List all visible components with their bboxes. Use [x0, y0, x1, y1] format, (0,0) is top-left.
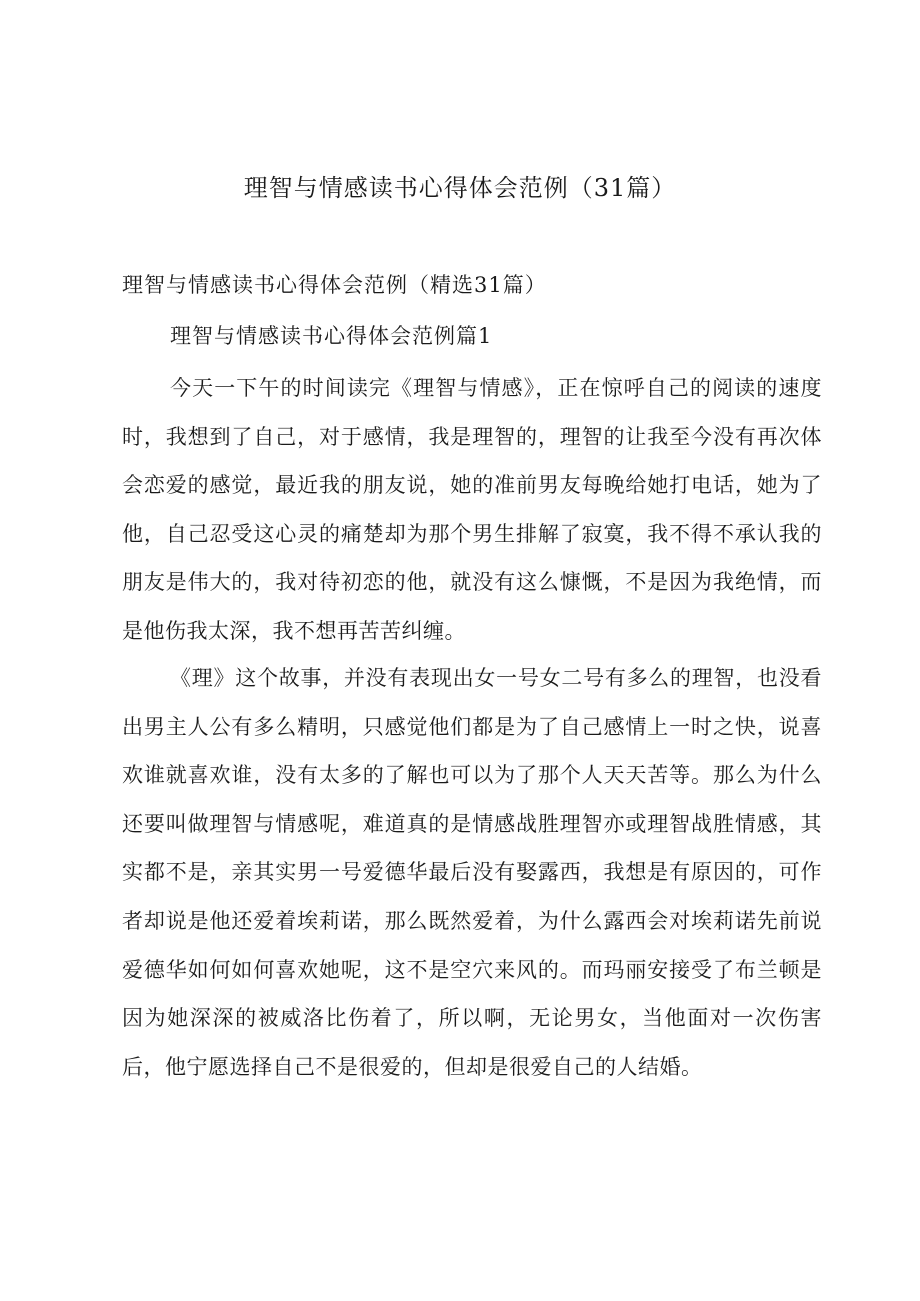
- document-subtitle: 理智与情感读书心得体会范例（精选31篇）: [122, 273, 547, 297]
- body-paragraph: 今天一下午的时间读完《理智与情感》，正在惊呼自己的阅读的速度时，我想到了自己，对于感情，我是理智的，理智的让我至今没有再次体会恋爱的感觉，最近我的朋友说，她的准前男友每晚给她打电话，她为了他，自己忍受这心灵的痛楚却为那个男生排解了寂寞，我不得不承认我的朋友是伟大的，我对待初恋的他，就没有这么慷慨，不是因为我绝情，而是他伤我太深，我不想再苦苦纠缠。: [122, 376, 822, 643]
- document-title: 理智与情感读书心得体会范例（31篇）: [243, 174, 677, 202]
- section-heading: 理智与情感读书心得体会范例篇1: [170, 324, 493, 348]
- body-paragraph: 《理》这个故事，并没有表现出女一号女二号有多么的理智，也没看出男主人公有多么精明，只感觉他们都是为了自己感情上一时之快，说喜欢谁就喜欢谁，没有太多的了解也可以为了那个人天天苦等。那么为什么还要叫做理智与情感呢，难道真的是情感战胜理智亦或理智战胜情感，其实都不是，亲其实男一号爱德华最后没有娶露西，我想是有原因的，可作者却说是他还爱着埃莉诺，那么既然爱着，为什么露西会对埃莉诺先前说爱德华如何如何喜欢她呢，这不是空穴来风的。而玛丽安接受了布兰顿是因为她深深的被威洛比伤着了，所以啊，无论男女，当他面对一次伤害后，他宁愿选择自己不是很爱的，但却是很爱自己的人结婚。: [122, 666, 822, 1079]
